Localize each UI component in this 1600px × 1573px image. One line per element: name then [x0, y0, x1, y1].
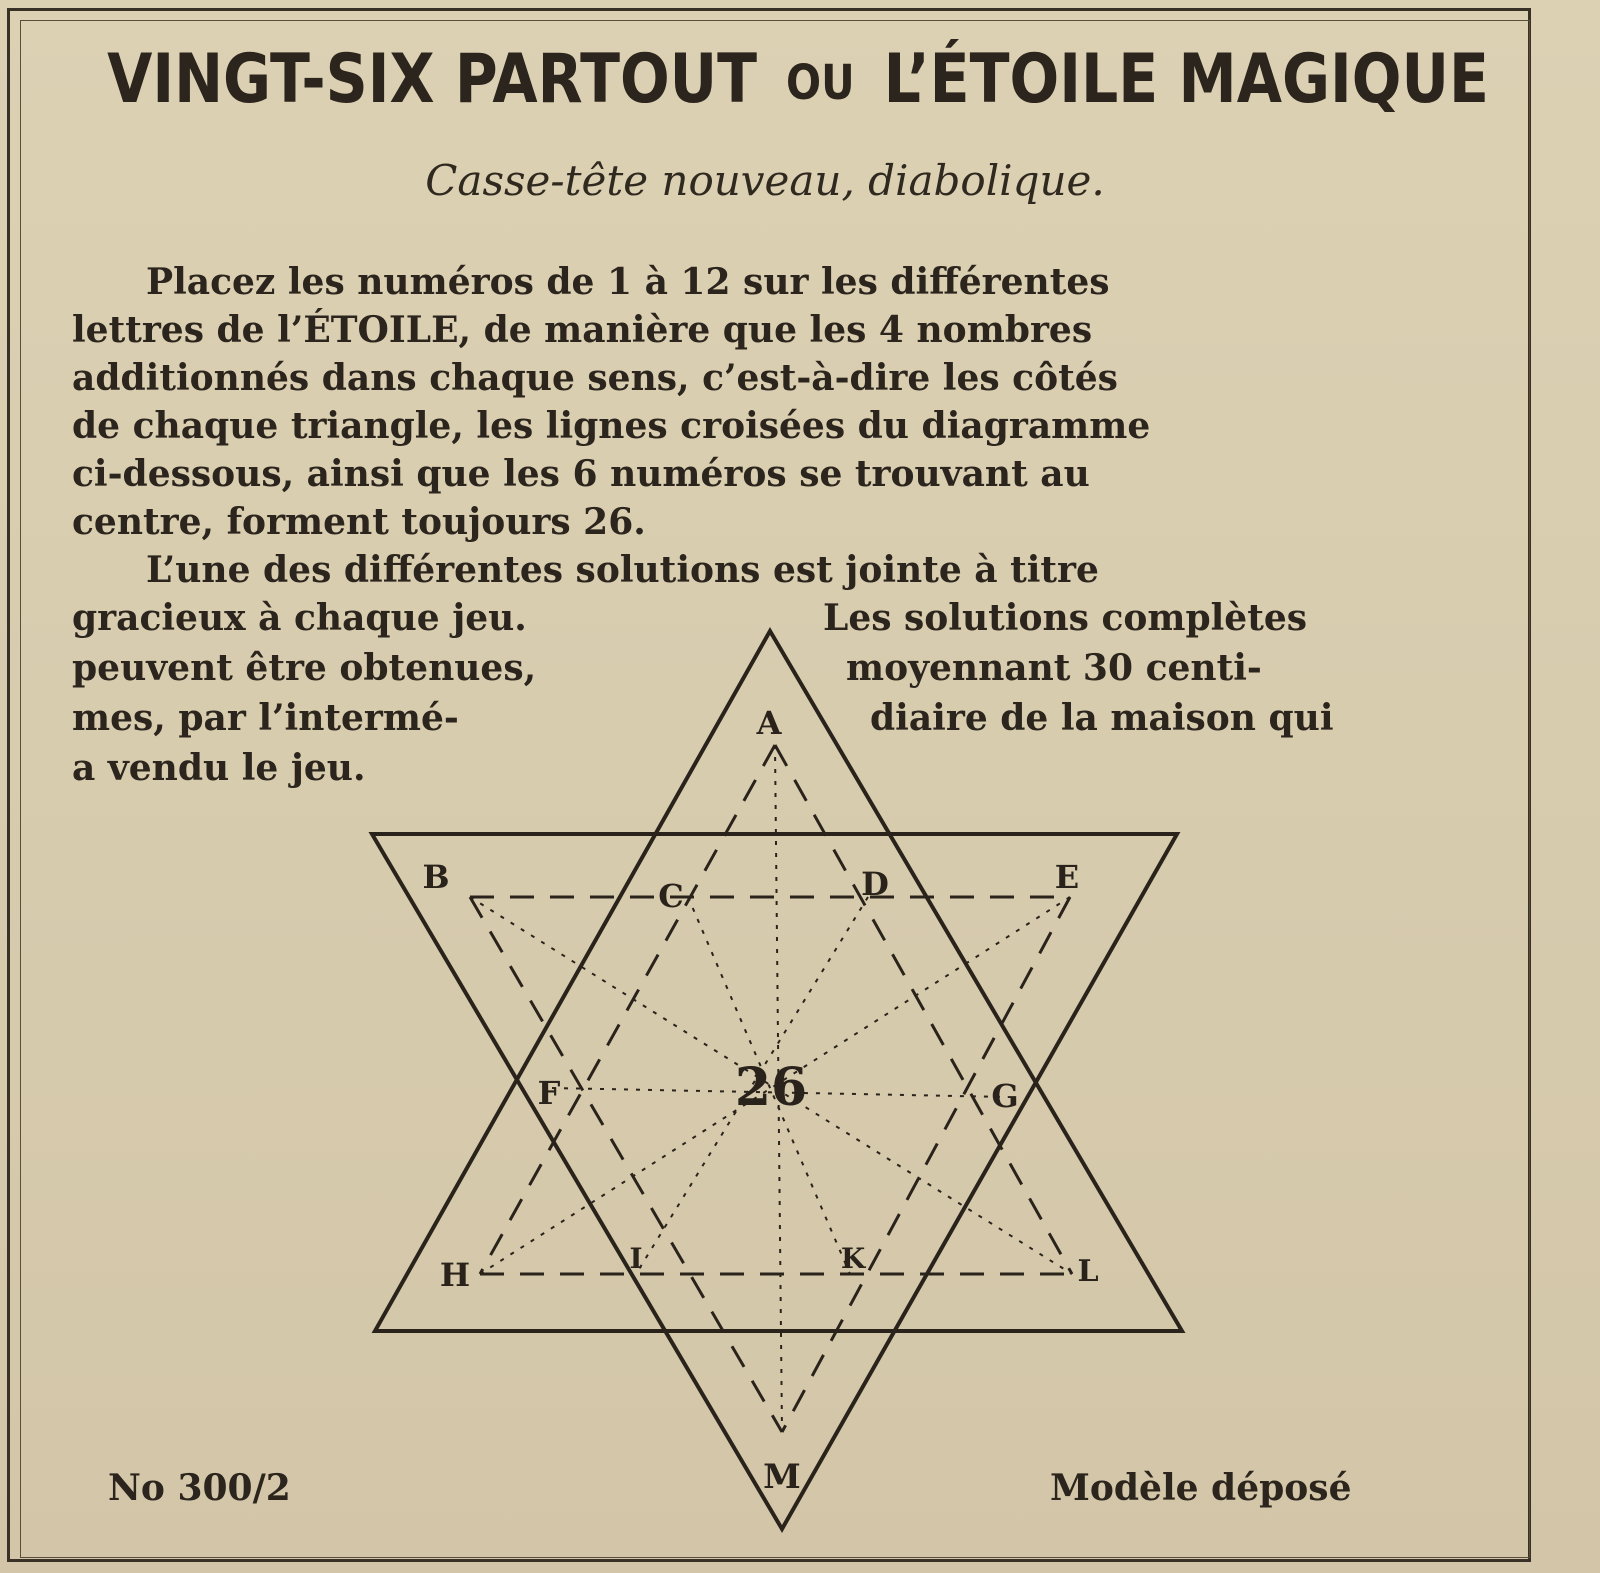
paragraph-line-3: additionnés dans chaque sens, c’est-à-dire les côtés — [72, 357, 1118, 399]
catalog-number: No 300/2 — [108, 1467, 291, 1509]
dash-line-a-h — [480, 745, 775, 1274]
vertex-label-h: H — [439, 1256, 471, 1294]
vertex-label-g: G — [991, 1077, 1019, 1115]
right-wrap-line-1: Les solutions complètes — [823, 597, 1308, 639]
paragraph-line-5: ci-dessous, ainsi que les 6 numéros se trouvant au — [72, 453, 1090, 495]
vertex-label-m: M — [763, 1457, 801, 1497]
left-wrap-line-4: a vendu le jeu. — [72, 747, 366, 789]
right-wrap-line-2: moyennant 30 centi- — [846, 647, 1262, 689]
vertex-label-l: L — [1077, 1254, 1099, 1289]
dash-line-b-m — [470, 897, 782, 1432]
right-wrap-line-3: diaire de la maison qui — [870, 697, 1334, 739]
dash-line-e-m — [782, 897, 1070, 1432]
vertex-label-a: A — [756, 704, 782, 742]
title-joiner: OU — [786, 55, 855, 112]
vertex-label-b: B — [422, 858, 450, 896]
vertex-label-e: E — [1054, 858, 1080, 896]
center-sum-label: 26 — [734, 1057, 808, 1118]
left-wrap-line-2: peuvent être obtenues, — [72, 647, 537, 689]
vertex-label-f: F — [537, 1074, 561, 1112]
paragraph-line-4: de chaque triangle, les lignes croisées du diagramme — [72, 405, 1151, 447]
puzzle-subtitle: Casse-tête nouveau, diabolique. — [425, 156, 1105, 205]
registered-model: Modèle déposé — [1050, 1467, 1352, 1509]
title-main: VINGT-SIX PARTOUT — [107, 40, 758, 119]
vertex-label-c: C — [658, 877, 684, 915]
vertex-label-d: D — [861, 865, 889, 903]
paragraph-line-6: centre, forment toujours 26. — [72, 501, 646, 543]
paragraph-line-1: Placez les numéros de 1 à 12 sur les différentes — [146, 261, 1110, 303]
diagram-labels — [422, 704, 1098, 1497]
left-wrap-line-3: mes, par l’intermé- — [72, 697, 459, 739]
left-wrap-line-1: gracieux à chaque jeu. — [72, 597, 527, 639]
dash-line-a-l — [775, 745, 1072, 1274]
vertex-label-i: I — [629, 1242, 643, 1275]
vertex-label-k: K — [840, 1242, 866, 1275]
paragraph-line-2: lettres de l’ÉTOILE, de manière que les 4 nombres — [72, 309, 1093, 351]
title-rest: L’ÉTOILE MAGIQUE — [883, 40, 1489, 119]
paragraph-line-7: L’une des différentes solutions est jointe à titre — [146, 549, 1099, 591]
